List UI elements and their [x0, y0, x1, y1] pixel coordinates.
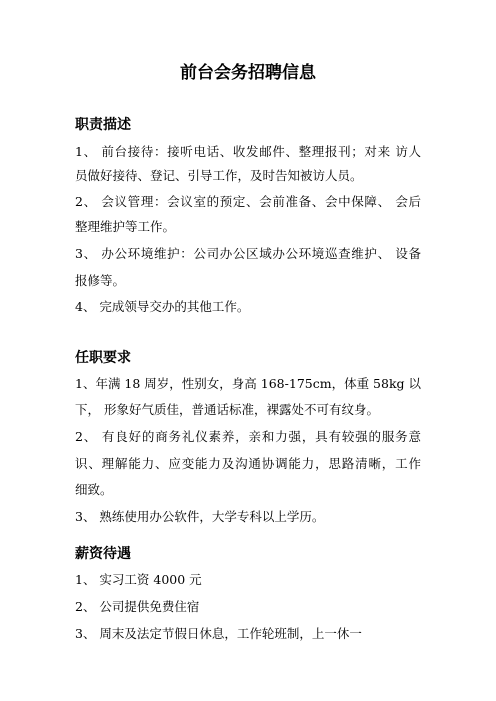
salary-line-1: 1、 实习工资 4000 元 [75, 572, 202, 587]
salary-line-2: 2、 公司提供免费住宿 [75, 599, 200, 614]
requirement-line-4: 识、理解能力、应变能力及沟通协调能力，思路清晰，工作 [75, 456, 421, 471]
requirement-line-1: 1、年满 18 周岁，性别女，身高 168-175cm，体重 58kg 以 [75, 376, 422, 391]
requirement-line-3: 2、 有良好的商务礼仪素养，亲和力强，具有较强的服务意 [75, 429, 421, 444]
duty-line-4: 整理维护等工作。 [75, 219, 176, 234]
duty-line-2: 员做好接待、登记、引导工作，及时告知被访人员。 [75, 168, 363, 183]
salary-line-3: 3、 周末及法定节假日休息，工作轮班制，上一休一 [75, 626, 362, 641]
duty-line-1: 1、 前台接待：接听电话、收发邮件、整理报刊；对来 访人 [75, 144, 421, 159]
page-title: 前台会务招聘信息 [180, 63, 316, 83]
section-heading-duties: 职责描述 [75, 117, 131, 133]
requirement-line-6: 3、 熟练使用办公软件，大学专科以上学历。 [75, 509, 325, 524]
duty-line-3: 2、 会议管理：会议室的预定、会前准备、会中保障、 会后 [75, 194, 421, 209]
duty-line-7: 4、 完成领导交办的其他工作。 [75, 299, 250, 314]
duty-line-5: 3、 办公环境维护：公司办公区域办公环境巡查维护、 设备 [75, 246, 421, 261]
requirement-line-2: 下， 形象好气质佳，普通话标准，裸露处不可有纹身。 [75, 402, 379, 417]
duty-line-6: 报修等。 [75, 273, 126, 288]
section-heading-requirements: 任职要求 [75, 350, 131, 366]
section-heading-salary: 薪资待遇 [75, 546, 131, 562]
requirement-line-5: 细致。 [75, 482, 113, 497]
